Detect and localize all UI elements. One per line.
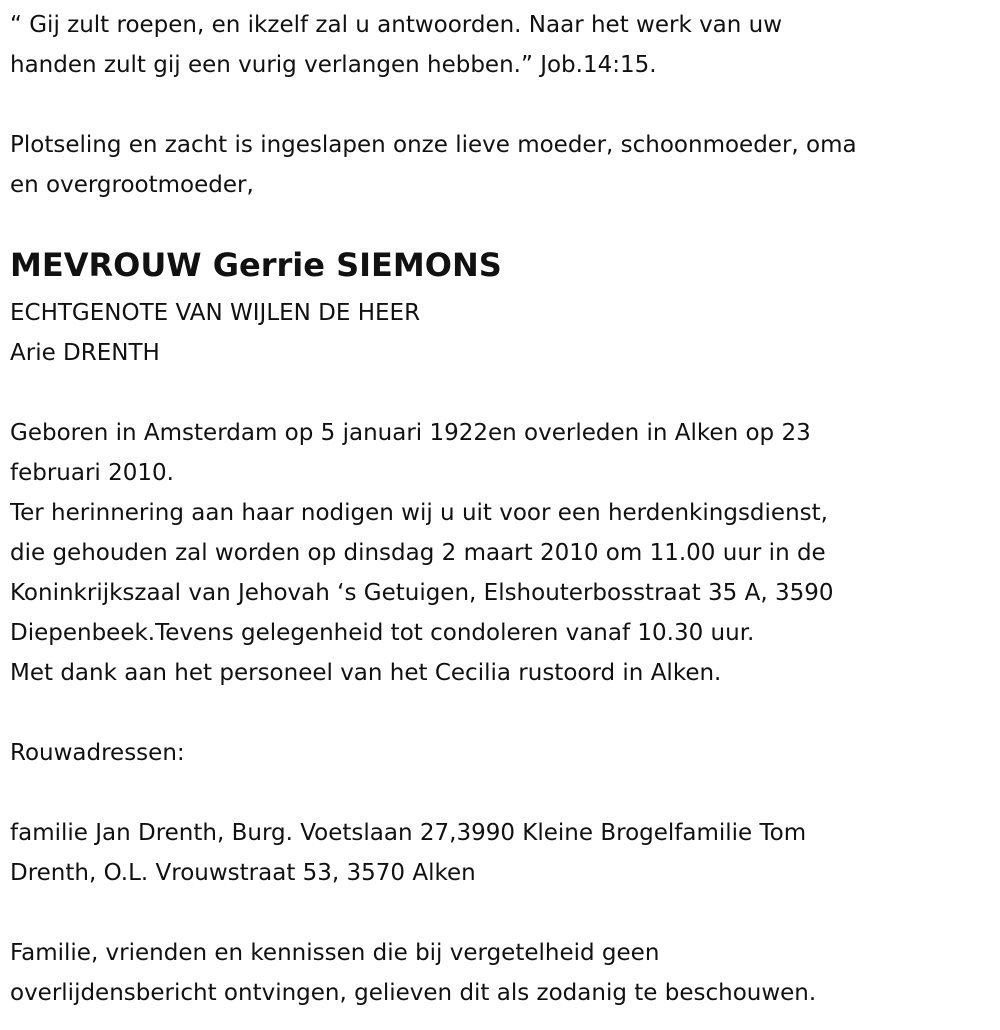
addresses-label: Rouwadressen: bbox=[10, 740, 185, 766]
text-line: februari 2010. bbox=[10, 460, 174, 486]
text-line: Koninkrijkszaal van Jehovah ‘s Getuigen, Elshouterbosstraat 35 A, 3590 bbox=[10, 580, 834, 606]
text-line: Met dank aan het personeel van het Cecilia rustoord in Alken. bbox=[10, 660, 722, 686]
closing-paragraph bbox=[10, 933, 1000, 1013]
text-line: ECHTGENOTE VAN WIJLEN DE HEER bbox=[10, 300, 421, 326]
bible-quote bbox=[10, 5, 1000, 85]
text-line: die gehouden zal worden op dinsdag 2 maart 2010 om 11.00 uur in de bbox=[10, 540, 826, 566]
text-line: Arie DRENTH bbox=[10, 340, 160, 366]
text-line: Diepenbeek.Tevens gelegenheid tot condoleren vanaf 10.30 uur. bbox=[10, 620, 755, 646]
text-line: Ter herinnering aan haar nodigen wij u uit voor een herdenkingsdienst, bbox=[10, 500, 828, 526]
details-paragraph bbox=[10, 413, 1000, 693]
spouse-info bbox=[10, 293, 1000, 373]
deceased-name: MEVROUW Gerrie SIEMONS bbox=[10, 246, 502, 284]
text-line: Drenth, O.L. Vrouwstraat 53, 3570 Alken bbox=[10, 860, 476, 886]
text-line: Familie, vrienden en kennissen die bij vergetelheid geen bbox=[10, 940, 660, 966]
text-line: “ Gij zult roepen, en ikzelf zal u antwoorden. Naar het werk van uw bbox=[10, 12, 783, 38]
addresses bbox=[10, 813, 1000, 893]
text-line: Geboren in Amsterdam op 5 januari 1922en overleden in Alken op 23 bbox=[10, 420, 811, 446]
text-line: en overgrootmoeder, bbox=[10, 172, 254, 198]
text-line: familie Jan Drenth, Burg. Voetslaan 27,3990 Kleine Brogelfamilie Tom bbox=[10, 820, 807, 846]
intro-paragraph bbox=[10, 125, 1000, 205]
text-line: handen zult gij een vurig verlangen hebben.” Job.14:15. bbox=[10, 52, 657, 78]
text-line: Plotseling en zacht is ingeslapen onze lieve moeder, schoonmoeder, oma bbox=[10, 132, 857, 158]
text-line: overlijdensbericht ontvingen, gelieven dit als zodanig te beschouwen. bbox=[10, 980, 817, 1006]
